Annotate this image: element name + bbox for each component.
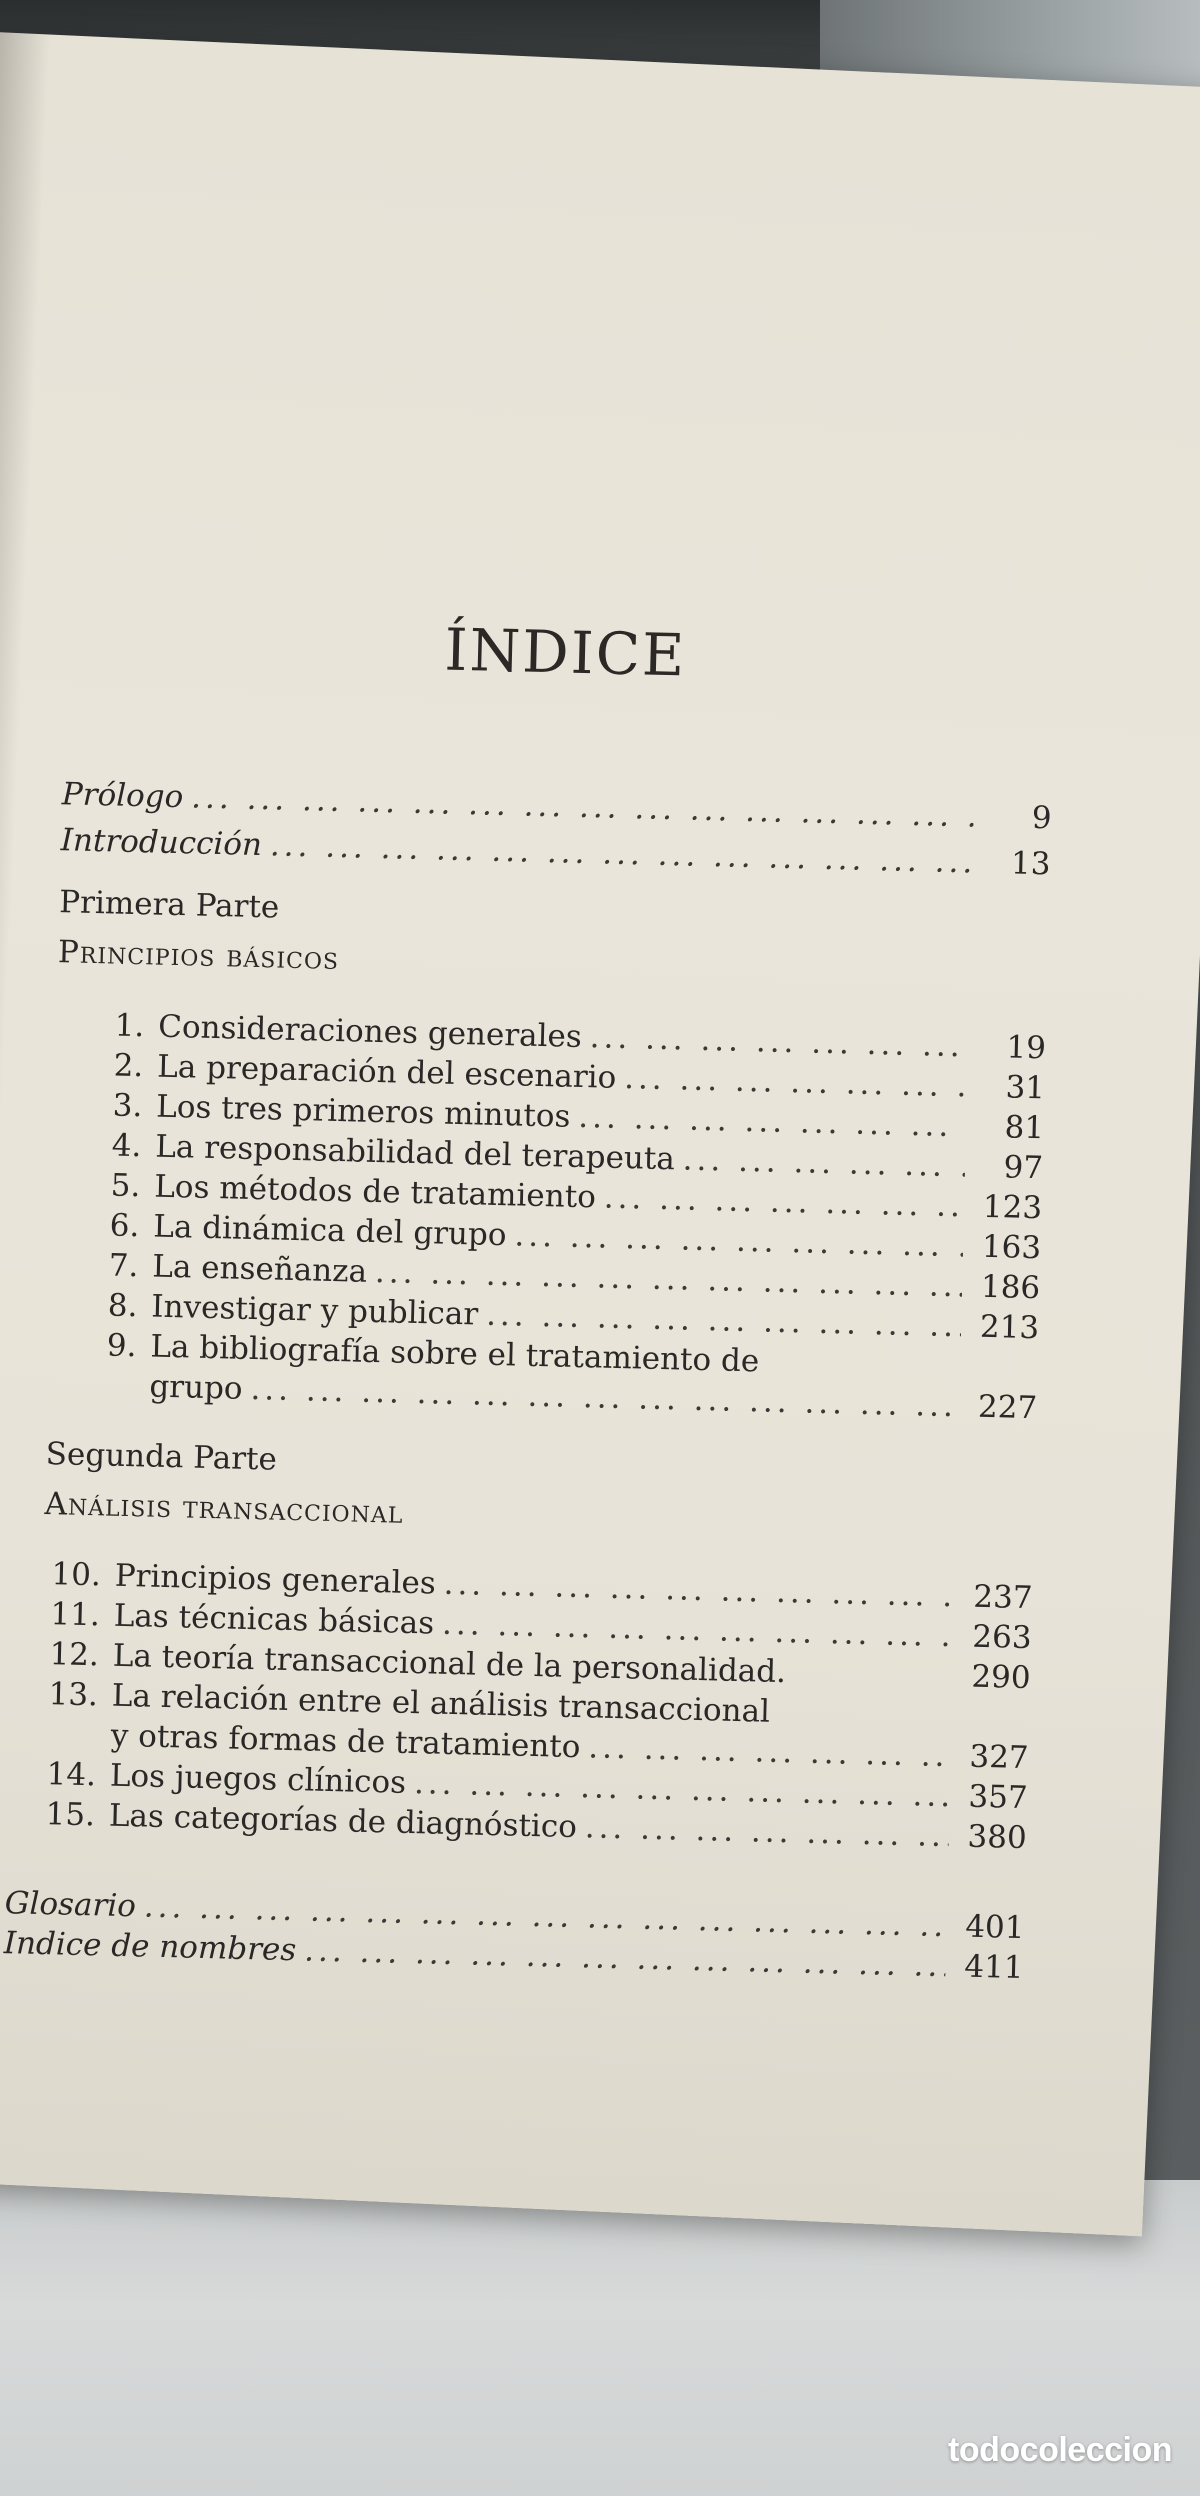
page-title: ÍNDICE bbox=[443, 615, 688, 690]
chapter-number: 12. bbox=[49, 1636, 100, 1674]
entry-page: 97 bbox=[1003, 1149, 1044, 1187]
entry-title: La enseñanza bbox=[151, 1248, 368, 1290]
entry-title: La teoría transaccional de la personalidad. bbox=[112, 1637, 787, 1691]
chapter-number: 8. bbox=[107, 1287, 138, 1325]
part-label: Primera Parte bbox=[58, 884, 280, 926]
chapter-number: 1. bbox=[114, 1007, 145, 1045]
leader-dots bbox=[191, 779, 974, 834]
entry-title: Los métodos de tratamiento bbox=[153, 1168, 597, 1216]
entry-page: 357 bbox=[968, 1778, 1029, 1817]
entry-title: Consideraciones generales bbox=[157, 1008, 583, 1055]
chapter-number: 15. bbox=[45, 1796, 96, 1834]
entry-page: 81 bbox=[1004, 1109, 1045, 1147]
leader-dots bbox=[682, 1141, 965, 1184]
part-subtitle: Principios básicos bbox=[57, 934, 340, 978]
entry-page: 227 bbox=[977, 1388, 1038, 1427]
table-of-contents bbox=[0, 44, 1180, 2173]
chapter-number: 10. bbox=[51, 1556, 102, 1594]
entry-title: Introducción bbox=[60, 822, 263, 864]
chapter-number: 3. bbox=[112, 1087, 143, 1125]
entry-page: 213 bbox=[979, 1308, 1040, 1347]
entry-title: Los juegos clínicos bbox=[109, 1757, 407, 1801]
part-label: Segunda Parte bbox=[45, 1436, 278, 1478]
entry-page: 380 bbox=[967, 1818, 1028, 1857]
chapter-number: 4. bbox=[111, 1127, 142, 1165]
entry-title: Las categorías de diagnóstico bbox=[108, 1797, 578, 1846]
chapter-number: 11. bbox=[50, 1596, 101, 1634]
entry-title: La relación entre el análisis transaccional bbox=[111, 1677, 771, 1730]
leader-dots bbox=[589, 1019, 968, 1064]
chapter-number: 2. bbox=[113, 1047, 144, 1085]
entry-title: Principios generales bbox=[114, 1557, 437, 1602]
entry-title-continuation: grupo bbox=[149, 1368, 244, 1407]
entry-title: Los tres primeros minutos bbox=[155, 1088, 571, 1135]
leader-dots bbox=[588, 1729, 951, 1774]
entry-title: Glosario bbox=[4, 1885, 137, 1925]
watermark-logo: todocoleccion bbox=[948, 2431, 1172, 2469]
entry-title: La bibliografía sobre el tratamiento de bbox=[149, 1328, 760, 1380]
entry-title: La responsabilidad del terapeuta bbox=[154, 1128, 676, 1178]
chapter-number: 13. bbox=[48, 1676, 99, 1714]
entry-page: 237 bbox=[972, 1578, 1033, 1617]
entry-title: Las técnicas básicas bbox=[113, 1597, 435, 1642]
entry-page: 31 bbox=[1005, 1069, 1046, 1107]
leader-dots bbox=[486, 1297, 962, 1345]
leader-dots bbox=[514, 1217, 964, 1264]
chapter-number: 5. bbox=[110, 1167, 141, 1205]
entry-title-continuation: y otras formas de tratamiento bbox=[110, 1717, 581, 1766]
entry-title: Investigar y publicar bbox=[150, 1288, 479, 1333]
chapter-number: 14. bbox=[46, 1756, 97, 1794]
entry-title: Prólogo bbox=[61, 776, 184, 816]
chapter-number: 6. bbox=[109, 1207, 140, 1245]
entry-title: La dinámica del grupo bbox=[152, 1208, 507, 1254]
entry-page: 263 bbox=[971, 1618, 1033, 1657]
entry-page: 123 bbox=[982, 1188, 1043, 1227]
entry-page: 19 bbox=[1006, 1029, 1047, 1067]
entry-page: 401 bbox=[964, 1908, 1025, 1947]
leader-dots bbox=[584, 1809, 949, 1854]
entry-title: La preparación del escenario bbox=[156, 1048, 617, 1096]
chapter-number: 9. bbox=[106, 1327, 137, 1365]
leader-dots bbox=[603, 1180, 964, 1225]
leader-dots bbox=[578, 1099, 967, 1144]
entry-page: 13 bbox=[1010, 845, 1051, 883]
entry-page: 9 bbox=[1031, 799, 1053, 837]
entry-page: 186 bbox=[980, 1268, 1041, 1307]
leader-dots bbox=[624, 1060, 968, 1104]
entry-page: 411 bbox=[963, 1948, 1024, 1987]
entry-page: 327 bbox=[969, 1738, 1030, 1777]
chapter-number: 7. bbox=[108, 1247, 139, 1285]
entry-page: 163 bbox=[981, 1228, 1042, 1267]
leader-dots bbox=[270, 827, 973, 880]
entry-title: Indice de nombres bbox=[3, 1925, 297, 1969]
book-page bbox=[0, 31, 1200, 2236]
entry-page: 290 bbox=[971, 1658, 1032, 1697]
part-subtitle: Análisis transaccional bbox=[44, 1485, 404, 1531]
